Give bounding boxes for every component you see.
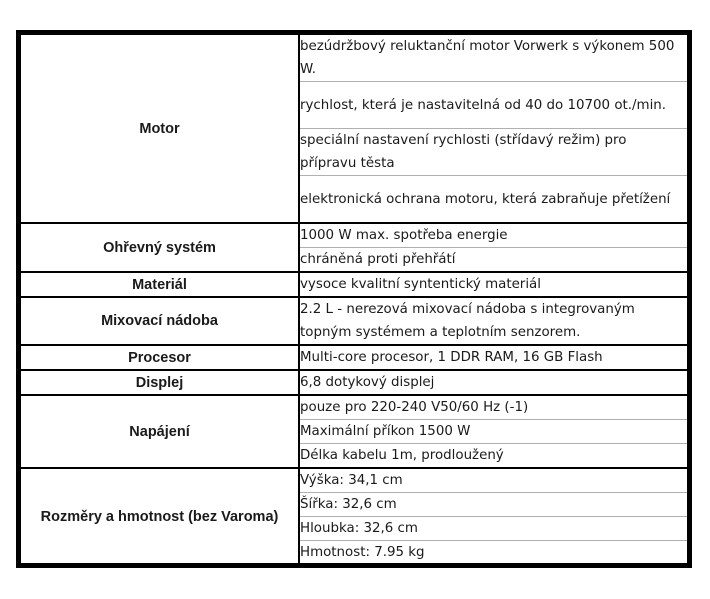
row-label-dimensions: Rozměry a hmotnost (bez Varoma) <box>21 468 299 564</box>
spec-value: vysoce kvalitní syntentický materiál <box>299 272 687 297</box>
spec-value: Multi-core procesor, 1 DDR RAM, 16 GB Flash <box>299 345 687 370</box>
spec-value: bezúdržbový reluktanční motor Vorwerk s výkonem 500 W. <box>299 35 687 82</box>
spec-value: 2.2 L - nerezová mixovací nádoba s integrovaným topným systémem a teplotním senzorem. <box>299 297 687 345</box>
table-row <box>21 345 687 370</box>
table-row <box>21 395 687 420</box>
table-row <box>21 272 687 297</box>
spec-value: rychlost, která je nastavitelná od 40 do 10700 ot./min. <box>299 82 687 129</box>
spec-value: elektronická ochrana motoru, která zabraňuje přetížení <box>299 176 687 224</box>
table-row <box>21 297 687 345</box>
spec-value: Šířka: 32,6 cm <box>299 493 687 517</box>
row-label-motor: Motor <box>21 35 299 223</box>
table-row <box>21 370 687 395</box>
table-row <box>21 35 687 82</box>
row-label-processor: Procesor <box>21 345 299 370</box>
spec-value: 1000 W max. spotřeba energie <box>299 223 687 248</box>
table-row <box>21 468 687 493</box>
spec-value: Maximální příkon 1500 W <box>299 420 687 444</box>
row-label-bowl: Mixovací nádoba <box>21 297 299 345</box>
row-label-heating: Ohřevný systém <box>21 223 299 272</box>
spec-value: Výška: 34,1 cm <box>299 468 687 493</box>
spec-value: Hmotnost: 7.95 kg <box>300 545 425 560</box>
spec-value: pouze pro 220-240 V50/60 Hz (-1) <box>299 395 687 420</box>
table-row <box>21 223 687 248</box>
spec-table <box>21 35 687 564</box>
spec-value: Hloubka: 32,6 cm <box>299 517 687 541</box>
row-label-power: Napájení <box>21 395 299 468</box>
spec-value: speciální nastavení rychlosti (střídavý režim) pro přípravu těsta <box>299 129 687 176</box>
spec-table-frame <box>16 30 692 568</box>
row-label-display: Displej <box>21 370 299 395</box>
spec-value: 6,8 dotykový displej <box>299 370 687 395</box>
row-label-material: Materiál <box>21 272 299 297</box>
spec-value: Délka kabelu 1m, prodloužený <box>299 444 687 469</box>
spec-value: chráněná proti přehřátí <box>299 248 687 273</box>
